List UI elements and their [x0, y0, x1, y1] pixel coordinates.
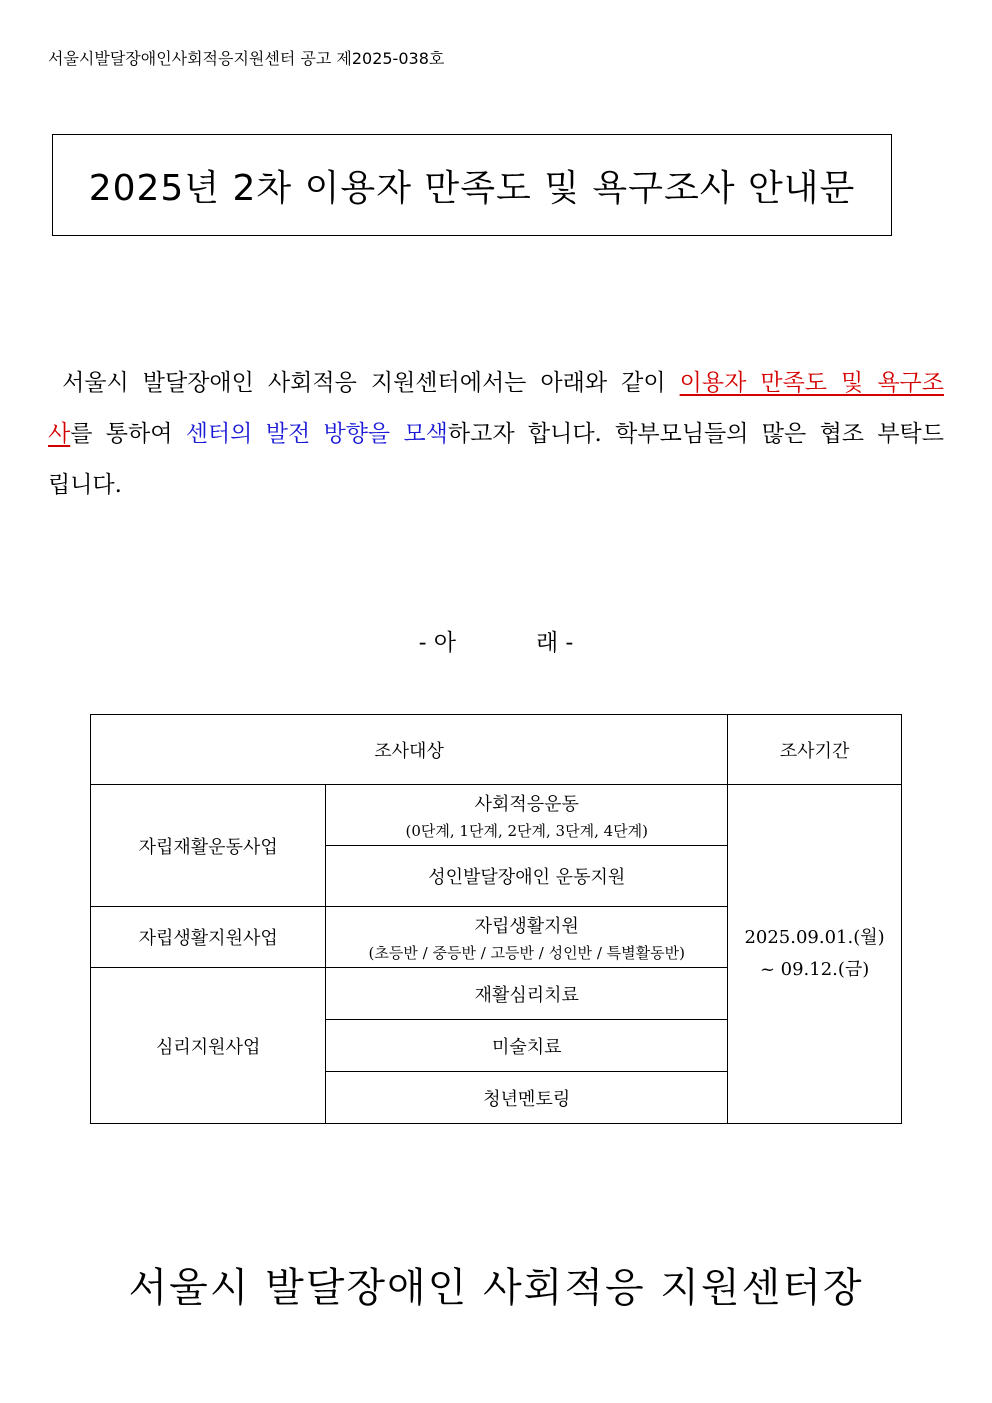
intro-text-part2: 를 통하여 — [70, 421, 186, 447]
item-cell: 재활심리치료 — [326, 968, 728, 1020]
intro-text-part3: 하고자 합니다. 학부모님들의 많은 협조 부탁드립니다. — [48, 421, 944, 498]
item-cell: 성인발달장애인 운동지원 — [326, 846, 728, 907]
category-cell: 자립재활운동사업 — [91, 785, 326, 907]
item-cell: 청년멘토링 — [326, 1072, 728, 1124]
item-title: 자립생활지원 — [474, 915, 579, 937]
item-cell — [326, 907, 728, 968]
item-detail: (0단계, 1단계, 2단계, 3단계, 4단계) — [405, 821, 648, 840]
survey-table — [90, 714, 902, 1124]
item-title: 사회적응운동 — [474, 793, 579, 815]
item-detail: (초등반 / 중등반 / 고등반 / 성인반 / 특별활동반) — [368, 943, 685, 962]
intro-paragraph — [48, 358, 944, 511]
intro-text-part1: 서울시 발달장애인 사회적응 지원센터에서는 아래와 같이 — [62, 370, 680, 396]
below-heading-left: - 아 — [418, 630, 456, 656]
category-cell: 자립생활지원사업 — [91, 907, 326, 968]
notice-number: 서울시발달장애인사회적응지원센터 공고 제2025-038호 — [48, 49, 445, 68]
below-heading-right: 래 - — [536, 630, 574, 656]
period-end: ~ 09.12.(금) — [759, 959, 870, 980]
header-period: 조사기간 — [728, 715, 902, 785]
category-cell: 심리지원사업 — [91, 968, 326, 1124]
header-target: 조사대상 — [91, 715, 728, 785]
signature: 서울시 발달장애인 사회적응 지원센터장 — [128, 1265, 864, 1311]
item-cell: 미술치료 — [326, 1020, 728, 1072]
table-row — [91, 785, 902, 846]
period-start: 2025.09.01.(월) — [744, 927, 885, 948]
period-cell — [728, 785, 902, 1124]
title-box — [52, 134, 892, 236]
below-heading — [0, 624, 992, 657]
table-header-row — [91, 715, 902, 785]
item-cell — [326, 785, 728, 846]
intro-highlight-blue: 센터의 발전 방향을 모색 — [185, 421, 448, 447]
intro-highlight-red: 이용자 만족도 및 욕구조사 — [48, 370, 944, 447]
page-title: 2025년 2차 이용자 만족도 및 욕구조사 안내문 — [88, 167, 856, 209]
